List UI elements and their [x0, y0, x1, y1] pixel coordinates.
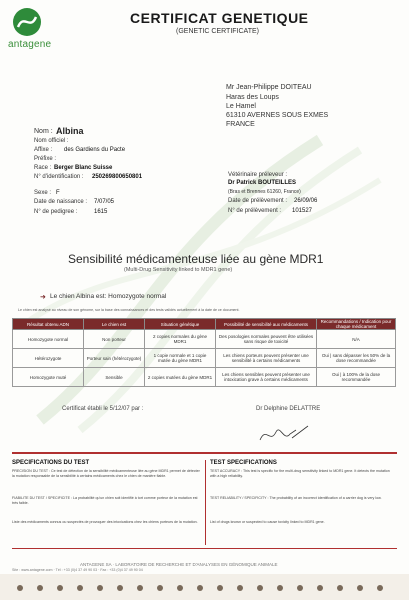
table-cell: Sensible — [84, 368, 145, 387]
table-row — [13, 349, 396, 368]
specs-en-title: TEST SPECIFICATIONS — [210, 460, 277, 466]
official-name-label: Nom officiel : — [34, 138, 69, 144]
sample-num-value: 101527 — [292, 208, 313, 214]
affix-label: Affixe : — [34, 147, 53, 153]
owner-line2: Le Hamel — [226, 103, 256, 110]
sex-label: Sexe : — [34, 190, 52, 196]
table-cell: 1 copie normale et 1 copie mutée du gène MDR1 — [145, 349, 216, 368]
dog-name: Albina — [56, 126, 84, 136]
certificate-subtitle: (GENETIC CERTIFICATE) — [176, 28, 259, 35]
pedigree-label: N° de pedigree : — [34, 209, 78, 215]
table-cell: Des posologies normales peuvent être utilisées sans risque de toxicité — [216, 330, 317, 349]
vet-city: (Bras et Brennes 61260, France) — [228, 189, 301, 195]
owner-name: Mr Jean-Philippe DOITEAU — [226, 84, 312, 91]
vet-heading: Vétérinaire préleveur : — [228, 172, 288, 178]
table-cell: 2 copies mutées du gène MDR1 — [145, 368, 216, 387]
table-cell: Homozygote muté — [13, 368, 84, 387]
ident-value: 250269800650801 — [92, 174, 143, 180]
results-table — [12, 318, 396, 387]
prefix-label: Préfixe : — [34, 156, 57, 162]
result-note: Le chien est analysé au niveau de son génome, sur la base des connaissances et des tests validés actuellement à la date de ce document. — [18, 308, 240, 312]
certified-text: Certificat établi le 5/12/07 par : — [62, 406, 144, 412]
doctor-name: Dr Delphine DELATTRE — [256, 406, 321, 412]
specs-en-p2: TEST RELIABILITY / SPECIFICITY : The probability of an incorrect identification of a carrier dog is very low. — [210, 496, 382, 500]
vet-name: Dr Patrick BOUTEILLES — [228, 180, 297, 186]
col-header: Résultat obtenu ADN — [13, 319, 84, 330]
sample-num-label: N° de prélèvement : — [228, 208, 282, 214]
signature-mark — [256, 418, 316, 448]
specs-fr-p1: PRECISION DU TEST : Ce test de détection de la sensibilité médicamenteuse liée au gène MDR1 permet de détecter la mutation responsable de la sensibilité à certains médicaments chez le chien de manière fiable. — [12, 469, 200, 478]
ident-label: N° d'identification : — [34, 174, 84, 180]
footer-animals-band — [0, 574, 409, 600]
specs-fr-title: SPECIFICATIONS DU TEST — [12, 460, 90, 466]
table-row — [13, 330, 396, 349]
table-row — [13, 368, 396, 387]
sample-date-label: Date de prélèvement : — [228, 198, 288, 204]
specs-fr-p3: Liste des médicaments connus ou suspectés de provoquer des intoxications chez les chiens porteurs de la mutation. — [12, 520, 198, 524]
logo-text: antagene — [8, 39, 52, 50]
sample-date-value: 26/09/06 — [294, 198, 318, 204]
table-cell: Oui | sans dépasser les 50% de la dose recommandée — [317, 349, 396, 368]
birth-value: 7/07/05 — [94, 199, 115, 205]
footer-line: ANTAGENE SA · LABORATOIRE DE RECHERCHE ET D'ANALYSES EN GÉNOMIQUE ANIMALE — [80, 562, 278, 567]
result-text: Le chien Albina est: Homozygote normal — [50, 293, 167, 300]
owner-line3: 61310 AVERNES SOUS EXMES — [226, 112, 329, 119]
result-arrow-icon: ➜ — [40, 294, 46, 301]
col-header: Le chien est — [84, 319, 145, 330]
table-cell: N/A — [317, 330, 396, 349]
divider-line-bottom — [12, 548, 397, 549]
dog-name-label: Nom : — [34, 128, 53, 135]
certificate-title: CERTIFICAT GENETIQUE — [130, 10, 309, 26]
col-header: Possibilité de sensibilité aux médicaments — [216, 319, 317, 330]
owner-country: FRANCE — [226, 121, 255, 128]
sex-value: F — [56, 190, 60, 196]
table-header-row — [13, 319, 396, 330]
divider-line — [12, 452, 397, 454]
col-header: Recommandations / Indication pour chaque médicament — [317, 319, 396, 330]
col-header: Situation génétique — [145, 319, 216, 330]
breed-value: Berger Blanc Suisse — [54, 165, 113, 171]
table-cell: Homozygote normal — [13, 330, 84, 349]
table-cell: 2 copies normales du gène MDR1 — [145, 330, 216, 349]
section-subtitle: (Multi-Drug Sensitivity linked to MDR1 gene) — [124, 267, 233, 273]
specs-en-p1: TEST ACCURACY : This test is specific for the multi-drug sensitivity linked to MDR1 gene. It detects the mutation with a high reliability. — [210, 469, 390, 478]
table-cell: Non porteur — [84, 330, 145, 349]
specs-en-p3: List of drugs known or suspected to cause toxicity linked to MDR1 gene. — [210, 520, 325, 524]
birth-label: Date de naissance : — [34, 199, 88, 205]
table-cell: Les chiens porteurs peuvent présenter une sensibilité à certains médicaments — [216, 349, 317, 368]
table-cell: Oui | à 100% de la dose recommandée — [317, 368, 396, 387]
column-divider — [205, 460, 206, 545]
specs-fr-p2: FIABILITE DU TEST / SPECIFICITE : La probabilité qu'un chien soit identifié à tort comme porteur de la mutation est très faible. — [12, 496, 198, 505]
breed-label: Race : — [34, 165, 52, 171]
table-cell: Hétérozygote — [13, 349, 84, 368]
pedigree-value: 1615 — [94, 209, 108, 215]
footer-line2: Site : www.antagene.com · Tél : +33 (0)4 37 49 90 03 · Fax : +33 (0)4 37 49 90 04 — [12, 568, 143, 572]
section-title: Sensibilité médicamenteuse liée au gène MDR1 — [68, 252, 324, 266]
owner-line1: Haras des Loups — [226, 94, 279, 101]
affix-value: des Gardiens du Pacte — [64, 147, 126, 153]
table-cell: Les chiens sensibles peuvent présenter une intoxication grave à certains médicaments — [216, 368, 317, 387]
table-cell: Porteur sain (hétérozygote) — [84, 349, 145, 368]
dna-logo-icon — [12, 7, 42, 37]
antagene-logo — [8, 7, 50, 61]
